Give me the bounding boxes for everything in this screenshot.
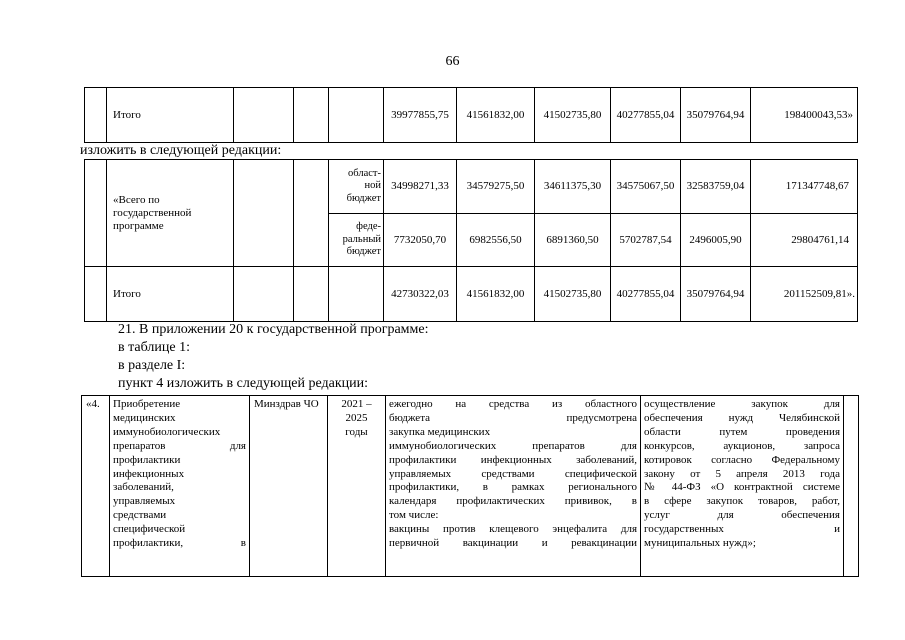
measure-name-line: заболеваний, <box>113 481 174 494</box>
budget-source: област- ной бюджет <box>329 160 384 214</box>
period-cell <box>328 396 386 577</box>
measure-name-line: инфекционных <box>113 467 185 480</box>
measure-name-line: средствами <box>113 509 167 522</box>
description-line: профилактики инфекционных заболеваний, <box>389 453 637 466</box>
value-cell: 42730322,03 <box>384 267 457 322</box>
measure-name-line: медицинских <box>113 411 176 424</box>
mechanism-line: в сфере закупок товаров, работ, <box>644 495 840 508</box>
paragraph: 21. В приложении 20 к государственной программе: <box>118 322 429 337</box>
description-line: закупка медицинских <box>389 425 491 438</box>
row-label-total: Итого <box>107 88 234 143</box>
value-cell: 40277855,04 <box>611 88 681 143</box>
mechanism-cell <box>641 396 844 577</box>
row-label-total: Итого <box>107 267 234 322</box>
description-line: календаря профилактических прививок, в <box>389 495 637 508</box>
value-cell: 41561832,00 <box>457 88 535 143</box>
mechanism-line: обеспечения нужд Челябинской <box>644 411 840 424</box>
measure-name-line: профилактики <box>113 453 181 466</box>
paragraph: в таблице 1: <box>118 340 190 355</box>
table-row <box>82 396 859 577</box>
value-cell: 34611375,30 <box>535 160 611 214</box>
value-cell: 6982556,50 <box>457 214 535 267</box>
mechanism-line: № 44-ФЗ «О контрактной системе <box>644 481 840 494</box>
mechanism-line: конкурсов, аукционов, запроса <box>644 439 840 452</box>
table-row <box>85 160 858 214</box>
measure-name-line: Приобретение <box>113 398 181 410</box>
value-cell: 34575067,50 <box>611 160 681 214</box>
executor: Минздрав ЧО <box>250 396 328 577</box>
period-line: годы <box>345 425 368 438</box>
measure-name-line: препаратов для <box>113 439 246 452</box>
program-label: «Всего по государственной программе <box>107 160 234 267</box>
paragraph: в разделе I: <box>118 358 186 373</box>
edit-heading: изложить в следующей редакции: <box>80 143 282 158</box>
description-cell <box>386 396 641 577</box>
value-cell: 35079764,94 <box>681 267 751 322</box>
description-line: первичной вакцинации и ревакцинации <box>389 537 637 550</box>
budget-table-new <box>84 159 858 322</box>
value-cell: 5702787,54 <box>611 214 681 267</box>
value-cell: 201152509,81». <box>751 267 858 322</box>
mechanism-line: закону от 5 апреля 2013 года <box>644 467 840 480</box>
description-line: управляемых средствами специфической <box>389 467 637 480</box>
item-number: «4. <box>82 396 110 577</box>
value-cell: 7732050,70 <box>384 214 457 267</box>
value-cell: 41561832,00 <box>457 267 535 322</box>
value-cell: 41502735,80 <box>535 88 611 143</box>
value-cell: 34998271,33 <box>384 160 457 214</box>
value-cell: 39977855,75 <box>384 88 457 143</box>
description-line: профилактики, в рамках регионального <box>389 481 637 494</box>
value-cell: 32583759,04 <box>681 160 751 214</box>
description-line: том числе: <box>389 509 439 522</box>
mechanism-line: услуг для обеспечения <box>644 509 840 522</box>
description-line: ежегодно на средства из областного <box>389 398 637 410</box>
measure-name-line: иммунобиологических <box>113 425 221 438</box>
value-cell: 40277855,04 <box>611 267 681 322</box>
description-line: бюджета предусмотрена <box>389 411 637 424</box>
measure-name-line: профилактики, в <box>113 537 246 550</box>
mechanism-line: муниципальных нужд»; <box>644 537 756 550</box>
description-line: иммунобиологических препаратов для <box>389 439 637 452</box>
value-cell: 41502735,80 <box>535 267 611 322</box>
table-row <box>85 88 858 143</box>
measure-name-line: управляемых <box>113 495 176 508</box>
measure-name-line: специфической <box>113 523 186 536</box>
budget-table-old <box>84 87 858 143</box>
value-cell: 198400043,53» <box>751 88 858 143</box>
measures-table <box>81 395 859 577</box>
mechanism-line: области путем проведения <box>644 425 840 438</box>
paragraph: пункт 4 изложить в следующей редакции: <box>118 376 368 391</box>
value-cell: 34579275,50 <box>457 160 535 214</box>
period-line: 2021 – <box>341 398 372 410</box>
measure-name-cell <box>110 396 250 577</box>
table-row <box>85 267 858 322</box>
mechanism-line: государственных и <box>644 523 840 536</box>
page-number: 66 <box>445 54 460 69</box>
period-line: 2025 <box>345 411 368 424</box>
value-cell: 171347748,67 <box>751 160 858 214</box>
mechanism-line: котировок согласно Федеральному <box>644 453 840 466</box>
value-cell: 29804761,14 <box>751 214 858 267</box>
mechanism-line: осуществление закупок для <box>644 398 840 410</box>
budget-source: феде- ральный бюджет <box>329 214 384 267</box>
value-cell: 35079764,94 <box>681 88 751 143</box>
value-cell: 2496005,90 <box>681 214 751 267</box>
description-line: вакцины против клещевого энцефалита для <box>389 523 637 536</box>
value-cell: 6891360,50 <box>535 214 611 267</box>
